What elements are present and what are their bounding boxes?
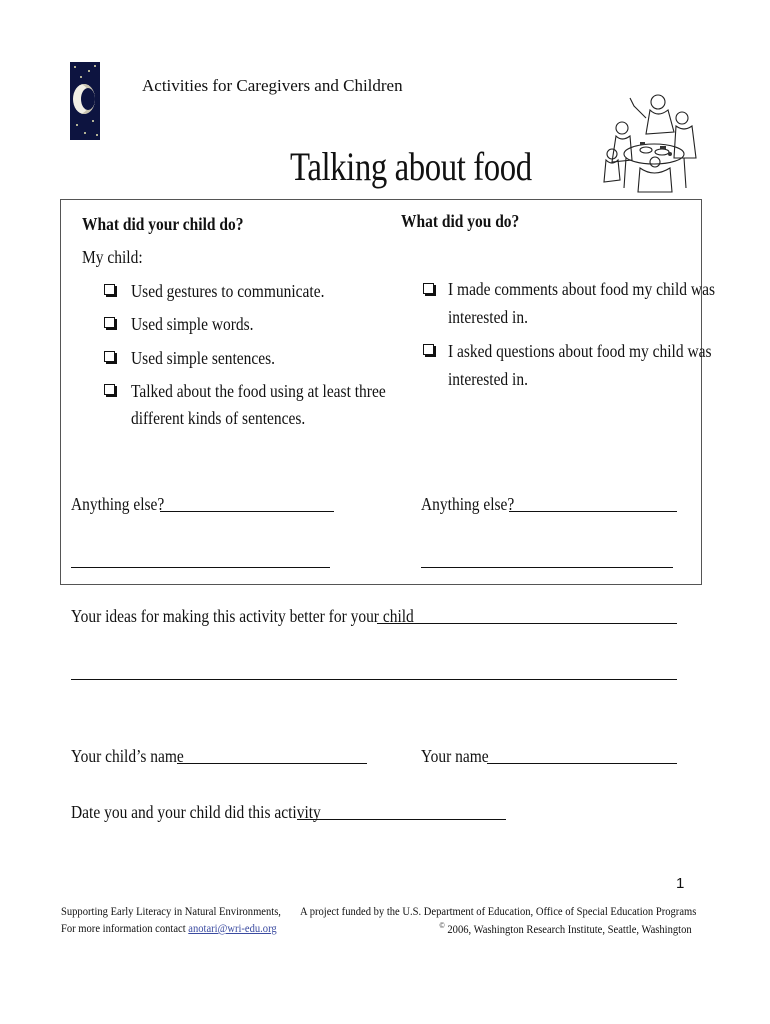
item-comments-cont: interested in. [448, 307, 528, 327]
footer-left-line2 [61, 921, 277, 936]
child-heading: What did your child do? [82, 214, 244, 234]
item-questions: I asked questions about food my child was [448, 341, 712, 361]
footer-right-line1: A project funded by the U.S. Department of Education, Office of Special Education Programs [299, 904, 696, 918]
caregiver-heading: What did you do? [401, 211, 520, 231]
child-name-label: Your child’s name [71, 746, 184, 766]
contact-prefix: For more information contact [61, 921, 189, 935]
item-gestures: Used gestures to communicate. [131, 281, 325, 301]
checkbox-gestures[interactable] [104, 284, 115, 295]
item-simple-sentences: Used simple sentences. [131, 348, 276, 368]
family-at-table-illustration-icon [600, 88, 698, 200]
checkbox-simple-sentences[interactable] [104, 351, 115, 362]
page-title: Talking about food [290, 144, 532, 189]
footer-left-line1: Supporting Early Literacy in Natural Environments, [61, 904, 281, 918]
copyright-symbol: © [439, 921, 446, 930]
contact-email-link[interactable]: anotari@wri-edu.org [188, 921, 277, 935]
checkbox-questions[interactable] [423, 344, 434, 355]
night-sky-moon-logo-icon [70, 62, 100, 140]
ideas-field[interactable] [377, 623, 677, 624]
copyright-text: 2006, Washington Research Institute, Seattle, Washington [445, 922, 692, 936]
child-name-field[interactable] [177, 763, 367, 764]
item-three-sentence-kinds: Talked about the food using at least three [131, 381, 386, 401]
date-field[interactable] [297, 819, 506, 820]
checkbox-three-sentence-kinds[interactable] [104, 384, 115, 395]
my-child-label: My child: [82, 247, 143, 267]
item-simple-words: Used simple words. [131, 314, 254, 334]
caregiver-anything-else-field[interactable] [509, 511, 677, 512]
caregiver-anything-else-field-2[interactable] [421, 567, 673, 568]
your-name-field[interactable] [487, 763, 677, 764]
checkbox-comments[interactable] [423, 283, 434, 294]
item-three-sentence-kinds-cont: different kinds of sentences. [131, 408, 306, 428]
footer-right-line2 [440, 921, 692, 937]
activity-series-subtitle: Activities for Caregivers and Children [142, 76, 403, 95]
page-number: 1 [676, 875, 685, 892]
child-anything-else-label: Anything else? [71, 494, 165, 514]
ideas-field-2[interactable] [71, 679, 677, 680]
your-name-label: Your name [421, 746, 489, 766]
ideas-label: Your ideas for making this activity better for your child [71, 606, 414, 626]
child-anything-else-field[interactable] [160, 511, 334, 512]
date-label: Date you and your child did this activity [71, 802, 321, 822]
item-comments: I made comments about food my child was [448, 279, 715, 299]
item-questions-cont: interested in. [448, 369, 528, 389]
child-anything-else-field-2[interactable] [71, 567, 330, 568]
checkbox-simple-words[interactable] [104, 317, 115, 328]
caregiver-anything-else-label: Anything else? [421, 494, 515, 514]
